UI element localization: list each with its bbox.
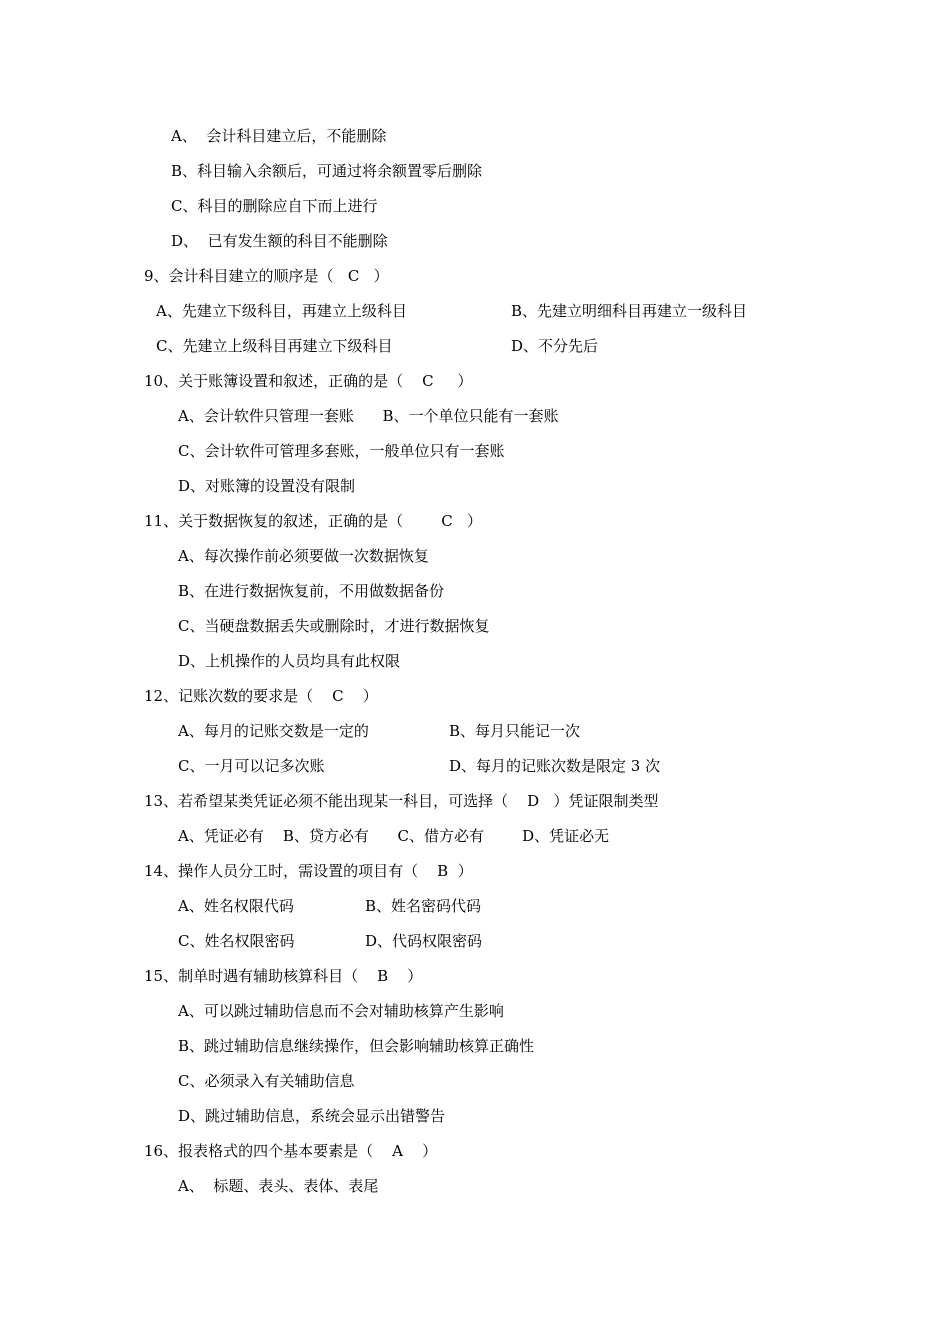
option-line: C、姓名权限密码: [178, 932, 295, 950]
option-line: A、每月的记账交数是一定的: [178, 722, 369, 740]
question-line: 14、操作人员分工时，需设置的项目有（ B ）: [144, 862, 473, 880]
option-line: B、科目输入余额后，可通过将余额置零后删除: [171, 162, 483, 180]
option-line: A、姓名权限代码: [178, 897, 294, 915]
option-line: D、上机操作的人员均具有此权限: [178, 652, 401, 670]
question-line: 12、记账次数的要求是（ C ）: [144, 687, 378, 705]
option-line: A、 会计科目建立后，不能删除: [171, 127, 387, 145]
option-line: C、先建立上级科目再建立下级科目: [156, 337, 393, 355]
question-line: 13、若希望某类凭证必须不能出现某一科目，可选择（ D ）凭证限制类型: [144, 792, 659, 810]
option-line: B、每月只能记一次: [449, 722, 581, 740]
option-line: A、可以跳过辅助信息而不会对辅助核算产生影响: [178, 1002, 504, 1020]
option-line: D、 已有发生额的科目不能删除: [171, 232, 388, 250]
option-line: C、当硬盘数据丢失或删除时，才进行数据恢复: [178, 617, 490, 635]
question-line: 9、会计科目建立的顺序是（ C ）: [144, 267, 389, 285]
option-line: B、先建立明细科目再建立一级科目: [511, 302, 748, 320]
option-line: C、一月可以记多次账: [178, 757, 325, 775]
option-line: A、 标题、表头、表体、表尾: [178, 1177, 379, 1195]
option-line: A、先建立下级科目，再建立上级科目: [156, 302, 407, 320]
option-line: B、在进行数据恢复前，不用做数据备份: [178, 582, 445, 600]
option-line: A、会计软件只管理一套账 B、一个单位只能有一套账: [178, 407, 559, 425]
option-line: D、每月的记账次数是限定 3 次: [449, 757, 661, 775]
question-line: 16、报表格式的四个基本要素是（ A ）: [144, 1142, 438, 1160]
question-line: 15、制单时遇有辅助核算科目（ B ）: [144, 967, 423, 985]
option-line: B、跳过辅助信息继续操作，但会影响辅助核算正确性: [178, 1037, 535, 1055]
option-line: A、凭证必有 B、贷方必有 C、借方必有 D、凭证必无: [178, 827, 610, 845]
option-line: D、对账簿的设置没有限制: [178, 477, 356, 495]
question-line: 11、关于数据恢复的叙述，正确的是（ C ）: [144, 512, 483, 530]
option-line: D、代码权限密码: [365, 932, 483, 950]
option-line: C、科目的删除应自下而上进行: [171, 197, 378, 215]
option-line: D、不分先后: [511, 337, 599, 355]
question-line: 10、关于账簿设置和叙述，正确的是（ C ）: [144, 372, 473, 390]
option-line: A、每次操作前必须要做一次数据恢复: [178, 547, 429, 565]
option-line: D、跳过辅助信息，系统会显示出错警告: [178, 1107, 446, 1125]
option-line: B、姓名密码代码: [365, 897, 482, 915]
option-line: C、必须录入有关辅助信息: [178, 1072, 355, 1090]
option-line: C、会计软件可管理多套账，一般单位只有一套账: [178, 442, 505, 460]
